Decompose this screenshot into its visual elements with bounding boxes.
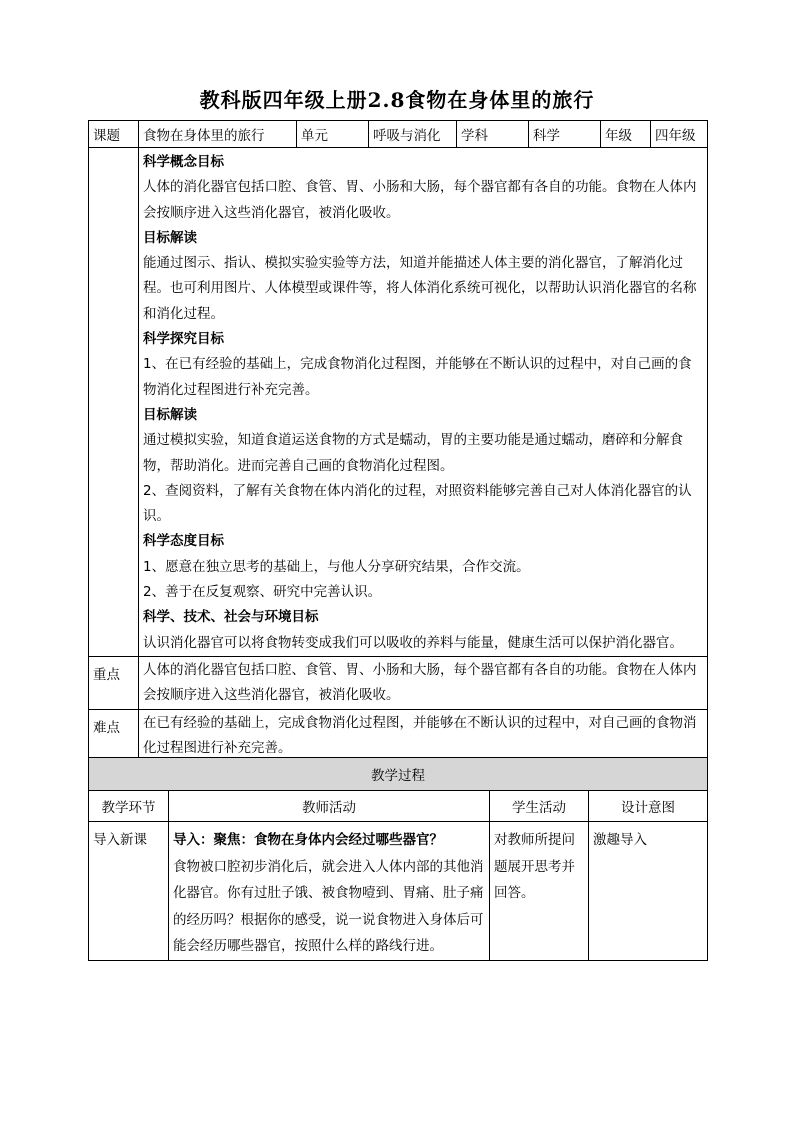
objective-paragraph: 通过模拟实验，知道食道运送食物的方式是蠕动，胃的主要功能是通过蠕动，磨碎和分解食物，帮助消化。进而完善自己画的食物消化过程图。 [143,432,683,474]
teaching-process-table [88,757,708,961]
col-header-teacher: 教师活动 [169,791,490,822]
process-row [89,822,708,961]
key-point-text: 人体的消化器官包括口腔、食管、胃、小肠和大肠，每个器官都有各自的功能。食物在人体内会按顺序进入这些消化器官，被消化吸收。 [139,656,708,709]
objective-heading: 科学概念目标 [143,154,224,170]
difficulty-text: 在已有经验的基础上，完成食物消化过程图，并能够在不断认识的过程中，对自己画的食物消化过程图进行补充完善。 [139,709,708,762]
col-header-stage: 教学环节 [89,791,169,822]
unit-label: 单元 [297,121,369,148]
grade-label: 年级 [601,121,651,148]
design-intent-cell: 激趣导入 [589,822,708,961]
objective-paragraph: 人体的消化器官包括口腔、食管、胃、小肠和大肠，每个器官都有各自的功能。食物在人体内会按顺序进入这些消化器官，被消化吸收。 [143,179,697,221]
objective-paragraph: 2、善于在反复观察、研究中完善认识。 [143,584,382,601]
difficulty-row [89,709,708,762]
info-row [89,121,708,148]
teaching-process-band: 教学过程 [89,758,708,791]
page-title: 教科版四年级上册2.8食物在身体里的旅行 [199,88,595,112]
teacher-activity-heading: 导入：聚焦：食物在身体内会经过哪些器官？ [173,832,443,848]
objective-heading: 目标解读 [143,229,197,246]
difficulty-label: 难点 [89,709,139,762]
objective-paragraph: 1、愿意在独立思考的基础上，与他人分享研究结果，合作交流。 [143,558,530,575]
key-point-label: 重点 [89,656,139,709]
objective-heading: 目标解读 [143,406,197,423]
student-activity-cell: 对教师所提问题展开思考并回答。 [490,822,589,961]
teacher-activity-cell [169,822,490,961]
subject-value: 科学 [529,121,601,148]
subject-label: 学科 [457,121,529,148]
grade-value: 四年级 [651,121,708,148]
objective-heading: 科学态度目标 [143,533,224,550]
lesson-value: 食物在身体里的旅行 [139,121,297,148]
key-point-row [89,656,708,709]
objective-paragraph: 1、在已有经验的基础上，完成食物消化过程图，并能够在不断认识的过程中，对自己画的食物消化过程图进行补充完善。 [143,356,692,398]
objective-paragraph: 认识消化器官可以将食物转变成我们可以吸收的养料与能量，健康生活可以保护消化器官。 [143,634,683,651]
col-header-student: 学生活动 [490,791,589,822]
objectives-cell [139,148,708,657]
unit-value: 呼吸与消化 [369,121,457,148]
objective-paragraph: 2、查阅资料，了解有关食物在体内消化的过程，对照资料能够完善自己对人体消化器官的认识。 [143,482,692,525]
objective-paragraph: 能通过图示、指认、模拟实验实验等方法，知道并能描述人体主要的消化器官，了解消化过程。也可利用图片、人体模型或课件等，将人体消化系统可视化，以帮助认识消化器官的名称和消化过程。 [143,255,697,322]
stage-cell: 导入新课 [89,822,169,961]
lesson-info-table [88,120,708,763]
teacher-activity-text: 食物被口腔初步消化后，就会进入人体内部的其他消化器官。你有过肚子饿、被食物噎到、胃痛、肚子痛的经历吗？根据你的感受，说一说食物进入身体后可能会经历哪些器官，按照什么样的路线行进。 [173,858,484,954]
objectives-label-cell [89,148,139,657]
objective-heading: 科学、技术、社会与环境目标 [143,609,319,626]
process-header-row [89,791,708,822]
col-header-intent: 设计意图 [589,791,708,822]
lesson-label: 课题 [89,121,139,148]
objective-heading: 科学探究目标 [143,331,224,348]
objectives-row [89,148,708,657]
